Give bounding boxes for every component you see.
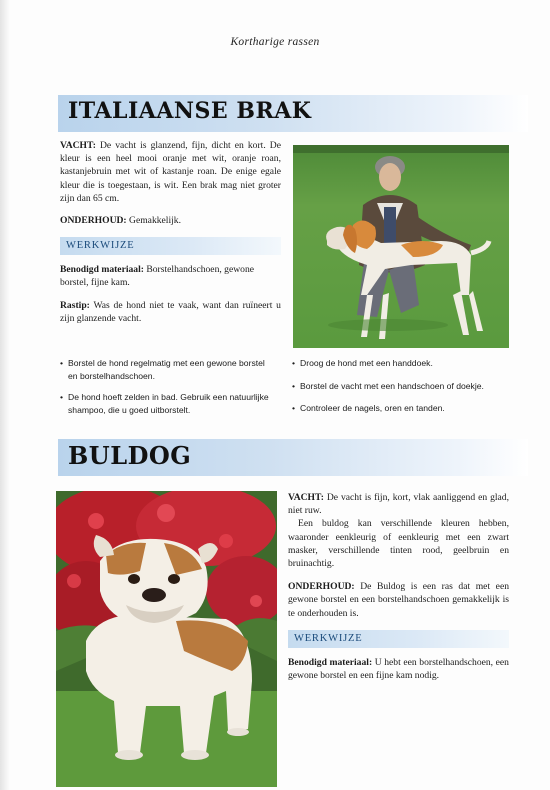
list-item: • Borstel de vacht met een handschoen of doekje. [292,380,517,393]
brak-materials-text: Borstelhandschoen, gewone borstel, fijne kam. [60,264,254,289]
section-title-band-buldog [58,439,528,476]
brak-tip-paragraph [60,299,281,325]
brak-coat-label: VACHT: [60,140,96,151]
buldog-care-label: ONDERHOUD: [288,581,355,593]
brak-method-heading: WERKWIJZE [66,240,135,252]
buldog-materials-paragraph [288,656,509,682]
brak-tip-label: Rastip: [60,299,90,311]
buldog-method-heading: WERKWIJZE [294,632,363,644]
buldog-care-text: De Buldog is een ras dat met een gewone borstel en een borstelhandschoen gemakkelijk is te onderhouden is. [288,581,509,619]
section-title-buldog: BULDOG [68,441,192,470]
section-title-band-italiaanse-brak [58,95,528,132]
buldog-care-paragraph [288,580,509,620]
list-item: • De hond hoeft zelden in bad. Gebruik een natuurlijke shampoo, die u goed uitborstelt. [60,391,272,416]
brak-care-label: ONDERHOUD: [60,215,127,227]
page-spine-shadow [0,0,10,790]
list-item: • Controleer de nagels, oren en tanden. [292,402,517,415]
brak-care-text: Gemakkelijk. [129,215,181,227]
list-item: • Droog de hond met een handdoek. [292,357,517,370]
buldog-materials-text: U hebt een borstelhandschoen, een gewone borstel en een fijne kam nodig. [288,656,509,682]
buldog-coat-text: De vacht is fijn, kort, vlak aanliggend en glad, niet ruw. [288,492,509,517]
brak-bullets-left [60,357,272,425]
brak-tip-text: Was de hond niet te vaak, want dan ruïneert u zijn glanzende vacht. [60,299,281,324]
brak-materials-paragraph [60,263,281,289]
brak-bullets-right [292,357,517,424]
brak-care-paragraph [60,214,281,227]
buldog-photo [56,491,277,787]
brak-coat-paragraph [60,139,281,205]
brak-text-column [60,139,281,334]
buldog-colors-paragraph: Een buldog kan verschillende kleuren hebben, waaronder eenkleurig of eenkleurig met een zwart masker, verschillende tinten rood, geelbruin en bruinachtig. [288,518,509,570]
buldog-method-band [288,630,509,648]
running-head: Kortharige rassen [230,36,320,48]
buldog-coat-paragraph [288,491,509,517]
buldog-coat-label: VACHT: [288,492,324,503]
section-title-italiaanse-brak: ITALIAANSE BRAK [68,98,312,124]
buldog-text-column [288,491,509,691]
list-item: • Borstel de hond regelmatig met een gewone borstel en borstelhandschoen. [60,357,272,382]
brak-method-band [60,237,281,255]
italiaanse-brak-photo [293,145,509,348]
buldog-materials-label: Benodigd materiaal: [288,656,373,668]
brak-coat-text: De vacht is glanzend, fijn, dicht en kort. De kleur is een heel mooi oranje met wit, oranje roan, kastanjebruin met wit of kastanje roan. De enige egale kleur die is toegestaan, is wit. Een brak mag niet groter zijn dan 65 cm. [60,140,281,204]
brak-materials-label: Benodigd materiaal: [60,264,144,276]
